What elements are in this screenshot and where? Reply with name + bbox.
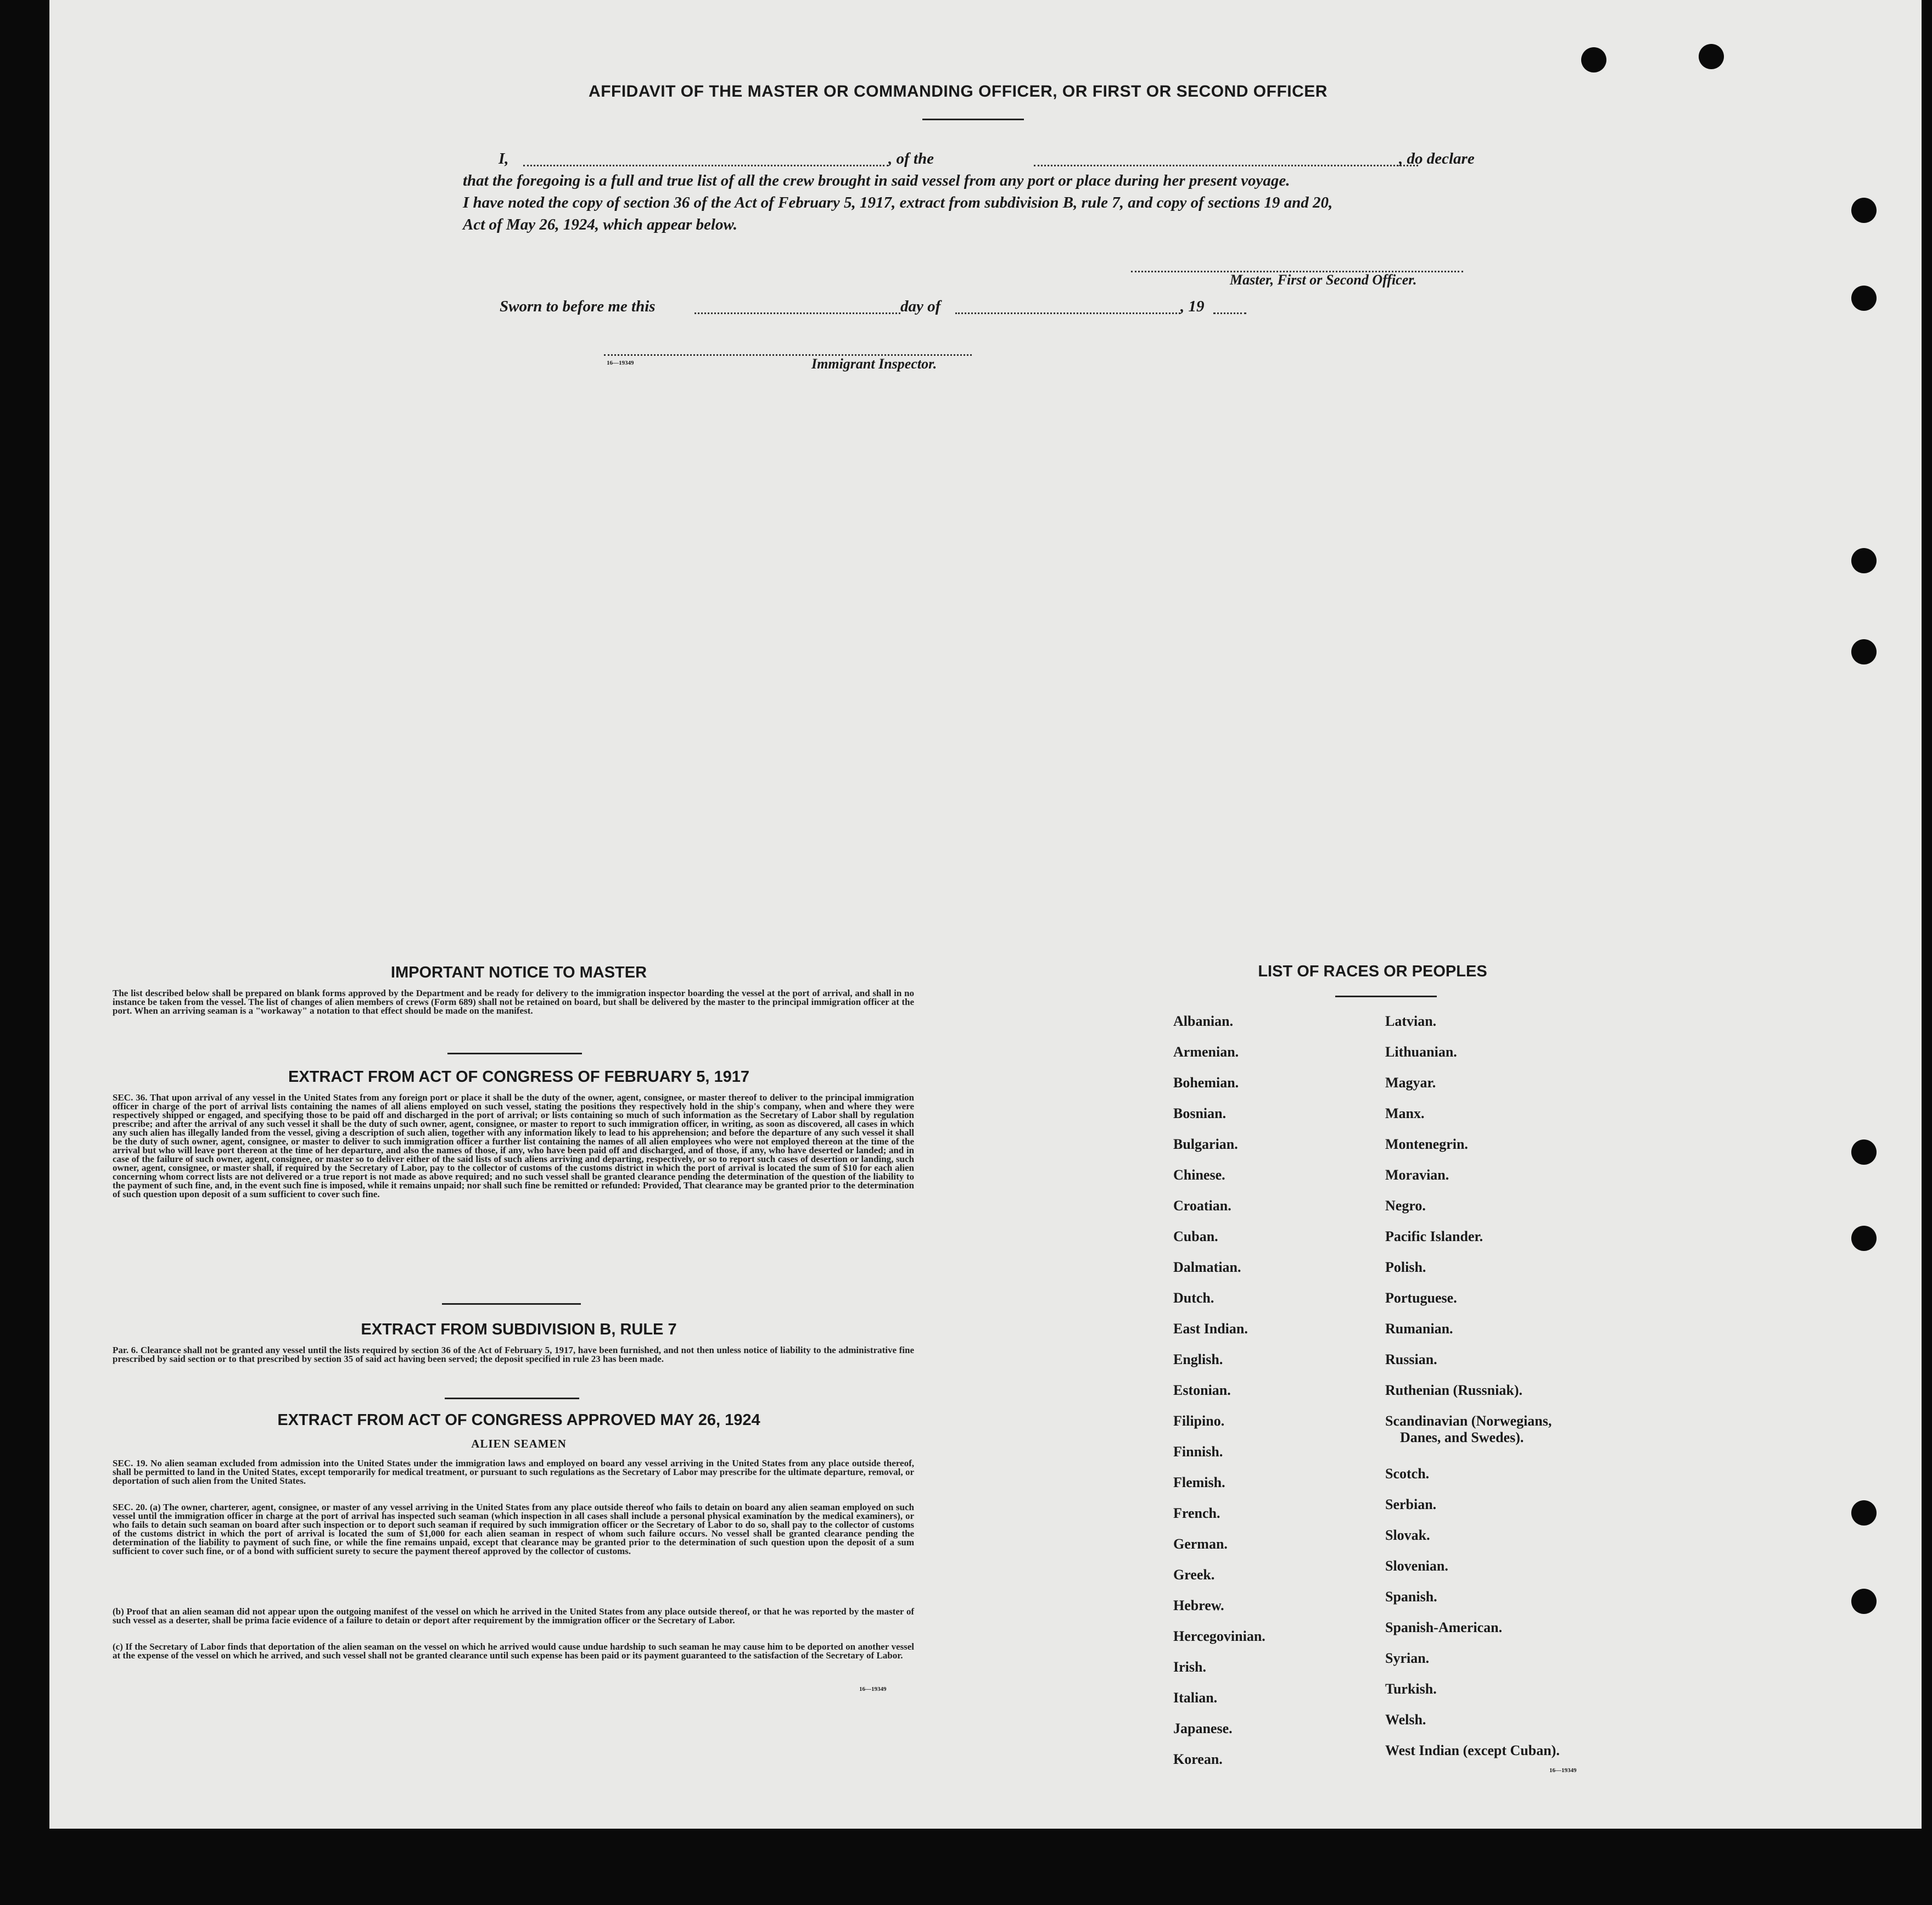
year-blank xyxy=(1213,312,1246,314)
race-item: Filipino. xyxy=(1173,1413,1225,1429)
day-of-label: day of xyxy=(900,298,941,315)
declaration-line-3: I have noted the copy of section 36 of the Act of February 5, 1917, extract from subdivision B, rule 7, and copy of sections 19 and 20, xyxy=(463,194,1333,211)
vessel-label: , of the xyxy=(888,150,934,167)
race-item: Turkish. xyxy=(1385,1681,1437,1697)
notice-text: The list described below shall be prepared on blank forms approved by the Department and be ready for delivery to the immigration inspector boarding the vessel at the port of arrival, and shall in no instance be taken from the vessel. The list of changes of alien members of crews (Form 689) shall not be retained on board, but shall be delivered by the master to the principal immigration officer at the port. When an arriving seaman is a "workaway" a notation to that effect should be made on the manifest. xyxy=(113,988,914,1016)
race-item: Spanish-American. xyxy=(1385,1619,1503,1635)
declaration-line-1 xyxy=(463,150,1485,170)
punch-hole xyxy=(1851,1226,1877,1251)
race-item: Ruthenian (Russniak). xyxy=(1385,1382,1522,1398)
punch-hole xyxy=(1851,286,1877,311)
race-item: Russian. xyxy=(1385,1351,1437,1367)
race-item: Chinese. xyxy=(1173,1167,1225,1183)
race-item: East Indian. xyxy=(1173,1321,1248,1337)
race-item: Danes, and Swedes). xyxy=(1400,1429,1524,1445)
race-item: Moravian. xyxy=(1385,1167,1449,1183)
form-number: 16—19349 xyxy=(1549,1767,1577,1774)
race-item: Rumanian. xyxy=(1385,1321,1453,1337)
race-item: Hebrew. xyxy=(1173,1597,1224,1613)
form-number: 16—19349 xyxy=(859,1686,887,1692)
punch-hole xyxy=(1851,198,1877,223)
race-item: Slovenian. xyxy=(1385,1558,1448,1574)
punch-hole xyxy=(1581,47,1606,72)
sworn-line xyxy=(500,298,1268,320)
race-item: West Indian (except Cuban). xyxy=(1385,1742,1560,1758)
form-number: 16—19349 xyxy=(607,360,634,366)
year-label: , 19 xyxy=(1180,298,1205,315)
race-item: Korean. xyxy=(1173,1751,1223,1767)
race-item: Lithuanian. xyxy=(1385,1044,1457,1060)
race-item: French. xyxy=(1173,1505,1220,1521)
race-item: English. xyxy=(1173,1351,1223,1367)
race-item: Bosnian. xyxy=(1173,1105,1227,1121)
race-item: Syrian. xyxy=(1385,1650,1430,1666)
punch-hole xyxy=(1851,1500,1877,1526)
race-item: Manx. xyxy=(1385,1105,1425,1121)
vessel-blank xyxy=(1034,165,1418,166)
race-item: Slovak. xyxy=(1385,1527,1430,1543)
race-item: Armenian. xyxy=(1173,1044,1239,1060)
race-item: Latvian. xyxy=(1385,1013,1437,1029)
race-item: Cuban. xyxy=(1173,1228,1218,1244)
declaration-line-2: that the foregoing is a full and true list of all the crew brought in said vessel from any port or place during her present voyage. xyxy=(463,172,1290,189)
master-signature-caption: Master, First or Second Officer. xyxy=(1230,272,1417,288)
race-item: Pacific Islander. xyxy=(1385,1228,1483,1244)
extract-1917-text: SEC. 36. That upon arrival of any vessel in the United States from any foreign port or place it shall be the duty of the owner, agent, consignee, or master thereof to deliver to the principal immigration officer in charge of the port of arrival lists containing the names of all aliens employed on such vessel, stating the positions they respectively hold in the ship's company, when and where they were respectively shipped or engaged, and specifying those to be paid off and discharged in the port of arrival; or lists containing so much of such information as the Secretary of Labor shall by regulation prescribe; and after the arrival of any such vessel it shall be the duty of such owner, agent, consignee, or master to report to such immigration officer, in writing, as soon as discovered, all cases in which any such alien has illegally landed from the vessel, giving a description of such alien, together with any information likely to lead to his apprehension; and before the departure of any such vessel it shall be the duty of such owner, agent, consignee, or master to deliver to such immigration officer a further list containing the names of all alien employees who were not employed thereon at the time of the arrival but who will leave port thereon at the time of her departure, and also the names of those, if any, who have been paid off and discharged, and of those, if any, who have deserted or landed; and in case of the failure of such owner, agent, consignee, or master so to deliver either of the said lists of such aliens arriving and departing, respectively, or so to report such cases of desertion or landing, such owner, agent, consignee, or master shall, if required by the Secretary of Labor, pay to the collector of customs of the customs district in which the port of arrival is located the sum of $10 for each alien concerning whom correct lists are not delivered or a true report is not made as above required; and no such vessel shall be granted clearance pending the determination of the question of the liability to the payment of such fine, and, in the event such fine is imposed, while it remains unpaid; nor shall such fine be remitted or refunded: Provided, That clearance may be granted prior to the determination of such question upon deposit of a sum sufficient to cover such fine. xyxy=(113,1092,914,1199)
race-item: Negro. xyxy=(1385,1198,1426,1214)
sec-20c-text: (c) If the Secretary of Labor finds that deportation of the alien seaman on the vessel on which he arrived would cause undue hardship to such seaman he may cause him to be deported on another vessel at the expense of the vessel on which he arrived, and such vessel shall not be granted clearance until such expense has been paid or its payment guaranteed to the satisfaction of the Secretary of Labor. xyxy=(113,1641,914,1661)
extract-1924-title: EXTRACT FROM ACT OF CONGRESS APPROVED MAY 26, 1924 xyxy=(277,1411,760,1429)
section-divider xyxy=(445,1398,579,1399)
notice-title: IMPORTANT NOTICE TO MASTER xyxy=(390,964,647,981)
sworn-label: Sworn to before me this xyxy=(500,298,656,315)
title-underline xyxy=(922,119,1024,120)
race-item: Italian. xyxy=(1173,1690,1218,1706)
race-item: Estonian. xyxy=(1173,1382,1231,1398)
sec-20b-text: (b) Proof that an alien seaman did not appear upon the outgoing manifest of the vessel on which he arrived in the United States from any place outside thereof, or that he was reported by the master of such vessel as a deserter, shall be prima facie evidence of a failure to detain or deport after requirement by the immigration officer or the Secretary of Labor. xyxy=(113,1606,914,1625)
race-item: Montenegrin. xyxy=(1385,1136,1468,1152)
race-item: Albanian. xyxy=(1173,1013,1234,1029)
section-divider xyxy=(442,1303,581,1305)
race-item: Portuguese. xyxy=(1385,1290,1457,1306)
race-item: Bohemian. xyxy=(1173,1075,1239,1091)
race-item: Spanish. xyxy=(1385,1589,1437,1605)
race-item: Scandinavian (Norwegians, xyxy=(1385,1413,1552,1429)
day-blank xyxy=(695,312,900,314)
race-item: Flemish. xyxy=(1173,1474,1225,1490)
extract-rule7-text: Par. 6. Clearance shall not be granted any vessel until the lists required by section 36 of the Act of February 5, 1917, have been furnished, and not then unless notice of liability to the administrative fine prescribed by said section or to that prescribed by section 35 of said act having been served; the deposit specified in rule 23 has been made. xyxy=(113,1345,914,1364)
race-item: Welsh. xyxy=(1385,1712,1426,1728)
race-item: Hercegovinian. xyxy=(1173,1628,1265,1644)
race-item: Serbian. xyxy=(1385,1496,1437,1512)
races-title-underline xyxy=(1335,996,1437,997)
extract-1917-title: EXTRACT FROM ACT OF CONGRESS OF FEBRUARY 5, 1917 xyxy=(288,1068,750,1086)
race-item: Greek. xyxy=(1173,1567,1215,1583)
race-item: Japanese. xyxy=(1173,1720,1233,1736)
sec-19-text: SEC. 19. No alien seaman excluded from admission into the United States under the immigration laws and employed on board any vessel arriving in the United States from any place outside thereof, shall be permitted to land in the United States, except temporarily for medical treatment, or pursuant to such regulations as the Secretary of Labor may prescribe for the ultimate departure, removal, or deportation of such alien from the United States. xyxy=(113,1458,914,1486)
punch-hole xyxy=(1851,1589,1877,1614)
month-blank xyxy=(955,312,1180,314)
race-item: Irish. xyxy=(1173,1659,1206,1675)
races-title: LIST OF RACES OR PEOPLES xyxy=(1258,963,1487,980)
race-item: Dalmatian. xyxy=(1173,1259,1241,1275)
declaration-line-4: Act of May 26, 1924, which appear below. xyxy=(463,216,737,233)
affidavit-title: AFFIDAVIT OF THE MASTER OR COMMANDING OFFICER, OR FIRST OR SECOND OFFICER xyxy=(589,82,1328,100)
extract-rule7-title: EXTRACT FROM SUBDIVISION B, RULE 7 xyxy=(361,1321,677,1338)
declarant-label: I, xyxy=(499,150,509,167)
race-item: Scotch. xyxy=(1385,1466,1430,1482)
race-item: German. xyxy=(1173,1536,1228,1552)
name-blank xyxy=(523,165,888,166)
race-item: Polish. xyxy=(1385,1259,1426,1275)
inspector-caption: Immigrant Inspector. xyxy=(811,356,937,372)
punch-hole xyxy=(1851,548,1877,573)
race-item: Croatian. xyxy=(1173,1198,1231,1214)
punch-hole xyxy=(1851,1139,1877,1165)
sec-20a-text: SEC. 20. (a) The owner, charterer, agent, consignee, or master of any vessel arriving in the United States from any place outside thereof who fails to detain on board any alien seaman employed on such vessel until the immigration officer in charge at the port of arrival has inspected such seaman (which inspection in all cases shall include a personal physical examination by the medical examiners), or who fails to detain such seaman on board after such inspection or to deport such seaman if required by such immigration officer or the Secretary of Labor to do so, shall pay to the collector of customs of the customs district in which the port of arrival is located the sum of $1,000 for each alien seaman in respect of whom such failure occurs. No vessel shall be granted clearance pending the determination of the liability to payment of such fine, or while the fine remains unpaid, except that clearance may be granted prior to the determination of such question upon the deposit of a sum sufficient to cover such fine, or of a bond with sufficient surety to secure the payment thereof approved by the collector of customs. xyxy=(113,1502,914,1556)
race-item: Bulgarian. xyxy=(1173,1136,1238,1152)
section-divider xyxy=(447,1053,582,1054)
race-item: Finnish. xyxy=(1173,1444,1223,1460)
race-item: Magyar. xyxy=(1385,1075,1436,1091)
punch-hole xyxy=(1851,639,1877,664)
alien-seamen-subtitle: ALIEN SEAMEN xyxy=(471,1437,567,1450)
punch-hole xyxy=(1699,44,1724,69)
declare-label: , do declare xyxy=(1399,150,1475,167)
race-item: Dutch. xyxy=(1173,1290,1214,1306)
